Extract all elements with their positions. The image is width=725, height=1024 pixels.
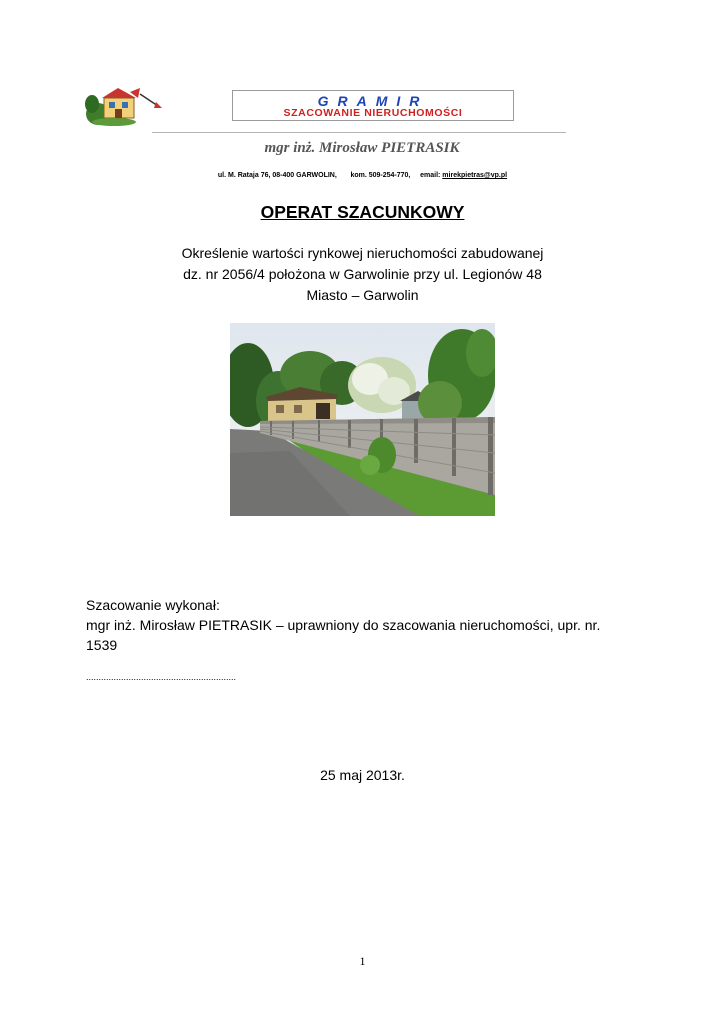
brand-box bbox=[232, 90, 514, 121]
header-divider bbox=[152, 132, 566, 133]
subject-line-1: Określenie wartości rynkowej nieruchomości zabudowanej bbox=[181, 245, 544, 261]
owner-name: mgr inż. Mirosław PIETRASIK bbox=[264, 140, 460, 156]
contact-line bbox=[40, 172, 685, 179]
appraiser-line-2: 1539 bbox=[86, 637, 118, 653]
contact-phone: kom. 509-254-770, bbox=[350, 172, 411, 179]
document-title: OPERAT SZACUNKOWY bbox=[260, 202, 465, 222]
brand-subtitle: SZACOWANIE NIERUCHOMOŚCI bbox=[283, 107, 463, 119]
subject-line-2: dz. nr 2056/4 położona w Garwolinie przy ul. Legionów 48 bbox=[183, 266, 542, 282]
page-number: 1 bbox=[359, 954, 366, 968]
appraiser-line-1: mgr inż. Mirosław PIETRASIK – uprawniony do szacowania nieruchomości, upr. nr. bbox=[86, 617, 601, 633]
document-date: 25 maj 2013r. bbox=[320, 767, 405, 783]
subject-line-3: Miasto – Garwolin bbox=[306, 287, 419, 303]
company-logo-icon bbox=[84, 84, 164, 128]
signature-line: ............................................................ bbox=[86, 672, 237, 682]
property-photo bbox=[230, 323, 495, 516]
contact-email-link[interactable]: mirekpietras@vp.pl bbox=[442, 172, 508, 179]
contact-email-label: email: bbox=[420, 172, 441, 179]
appraiser-label: Szacowanie wykonał: bbox=[86, 597, 220, 613]
brand-name: GRAMIR bbox=[317, 93, 429, 109]
contact-address: ul. M. Rataja 76, 08-400 GARWOLIN, bbox=[217, 172, 337, 179]
